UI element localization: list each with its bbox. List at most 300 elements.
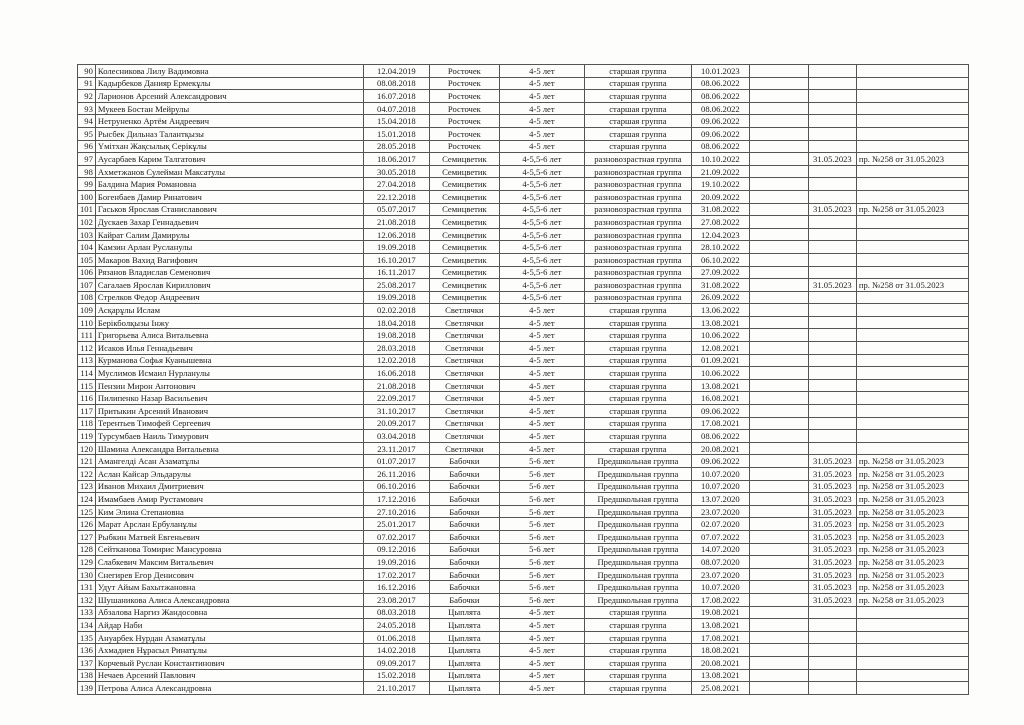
row-number: 107 (78, 279, 96, 292)
departure-date (808, 178, 856, 191)
group-type: разновозрастная группа (584, 266, 691, 279)
birth-date: 25.08.2017 (363, 279, 429, 292)
child-name: Сейтканова Томирис Мансуровна (95, 543, 363, 556)
age-range: 5-6 лет (499, 518, 584, 531)
blank-cell (749, 669, 808, 682)
table-row (78, 682, 969, 695)
group-name: Светлячки (429, 417, 499, 430)
child-name: Абзалова Наргиз Жандосовна (95, 606, 363, 619)
age-range: 4-5 лет (499, 140, 584, 153)
blank-cell (749, 115, 808, 128)
group-name: Семицветик (429, 228, 499, 241)
birth-date: 19.08.2018 (363, 329, 429, 342)
birth-date: 08.03.2018 (363, 606, 429, 619)
enrollment-date: 23.07.2020 (691, 568, 749, 581)
row-number: 130 (78, 568, 96, 581)
enrollment-date: 02.07.2020 (691, 518, 749, 531)
departure-date: 31.05.2023 (808, 556, 856, 569)
age-range: 4-5 лет (499, 405, 584, 418)
departure-date (808, 442, 856, 455)
group-type: старшая группа (584, 656, 691, 669)
blank-cell (749, 304, 808, 317)
group-type: разновозрастная группа (584, 241, 691, 254)
table-row (78, 505, 969, 518)
child-name: Айдар Наби (95, 619, 363, 632)
departure-date: 31.05.2023 (808, 581, 856, 594)
birth-date: 12.06.2018 (363, 228, 429, 241)
age-range: 4-5 лет (499, 644, 584, 657)
birth-date: 16.11.2017 (363, 266, 429, 279)
order-reference: пр. №258 от 31.05.2023 (856, 480, 968, 493)
group-type: старшая группа (584, 367, 691, 380)
table-row (78, 656, 969, 669)
order-reference (856, 379, 968, 392)
birth-date: 23.11.2017 (363, 442, 429, 455)
order-reference (856, 392, 968, 405)
age-range: 4-5 лет (499, 316, 584, 329)
age-range: 4-5 лет (499, 90, 584, 103)
group-name: Цыплята (429, 619, 499, 632)
blank-cell (749, 216, 808, 229)
enrollment-date: 14.07.2020 (691, 543, 749, 556)
order-reference (856, 656, 968, 669)
order-reference (856, 329, 968, 342)
row-number: 128 (78, 543, 96, 556)
group-type: старшая группа (584, 619, 691, 632)
age-range: 4-5,5-6 лет (499, 190, 584, 203)
age-range: 4-5,5-6 лет (499, 216, 584, 229)
child-name: Рысбек Дильназ Талантқызы (95, 127, 363, 140)
birth-date: 16.12.2016 (363, 581, 429, 594)
age-range: 4-5 лет (499, 430, 584, 443)
table-row (78, 417, 969, 430)
birth-date: 22.12.2018 (363, 190, 429, 203)
order-reference (856, 228, 968, 241)
child-name: Макаров Вахид Вагифович (95, 253, 363, 266)
birth-date: 02.02.2018 (363, 304, 429, 317)
birth-date: 08.08.2018 (363, 77, 429, 90)
order-reference (856, 115, 968, 128)
child-name: Притыкин Арсений Иванович (95, 405, 363, 418)
order-reference (856, 304, 968, 317)
group-type: Предшкольная группа (584, 581, 691, 594)
departure-date (808, 669, 856, 682)
group-name: Цыплята (429, 606, 499, 619)
birth-date: 12.02.2018 (363, 354, 429, 367)
order-reference (856, 367, 968, 380)
table-row (78, 266, 969, 279)
group-name: Бабочки (429, 556, 499, 569)
table-row (78, 442, 969, 455)
departure-date (808, 228, 856, 241)
departure-date: 31.05.2023 (808, 279, 856, 292)
group-type: Предшкольная группа (584, 505, 691, 518)
row-number: 123 (78, 480, 96, 493)
group-name: Росточек (429, 90, 499, 103)
group-name: Росточек (429, 115, 499, 128)
enrollment-date: 31.08.2022 (691, 203, 749, 216)
birth-date: 30.05.2018 (363, 165, 429, 178)
row-number: 111 (78, 329, 96, 342)
child-name: Нетруненко Артём Андреевич (95, 115, 363, 128)
group-type: разновозрастная группа (584, 279, 691, 292)
blank-cell (749, 530, 808, 543)
age-range: 4-5 лет (499, 392, 584, 405)
order-reference (856, 253, 968, 266)
age-range: 4-5 лет (499, 102, 584, 115)
table-row (78, 379, 969, 392)
birth-date: 16.06.2018 (363, 367, 429, 380)
departure-date (808, 430, 856, 443)
group-type: старшая группа (584, 90, 691, 103)
child-name: Кадырбеков Данияр Ермекұлы (95, 77, 363, 90)
birth-date: 14.02.2018 (363, 644, 429, 657)
child-name: Рязанов Владислав Семенович (95, 266, 363, 279)
child-name: Пензин Мирон Антонович (95, 379, 363, 392)
row-number: 96 (78, 140, 96, 153)
enrollment-date: 07.07.2022 (691, 530, 749, 543)
child-name: Марат Арслан Ербуланұлы (95, 518, 363, 531)
blank-cell (749, 178, 808, 191)
group-type: старшая группа (584, 379, 691, 392)
child-name: Григорьева Алиса Витальевна (95, 329, 363, 342)
enrollment-date: 19.08.2021 (691, 606, 749, 619)
child-name: Аслан Кайсар Эльдарулы (95, 468, 363, 481)
table-row (78, 518, 969, 531)
departure-date: 31.05.2023 (808, 543, 856, 556)
departure-date: 31.05.2023 (808, 203, 856, 216)
age-range: 4-5,5-6 лет (499, 253, 584, 266)
departure-date (808, 90, 856, 103)
birth-date: 01.06.2018 (363, 631, 429, 644)
child-name: Камзин Арлан Русланулы (95, 241, 363, 254)
child-name: Нечаев Арсений Павлович (95, 669, 363, 682)
blank-cell (749, 266, 808, 279)
blank-cell (749, 556, 808, 569)
row-number: 120 (78, 442, 96, 455)
enrollment-date: 08.06.2022 (691, 140, 749, 153)
children-roster-table (77, 64, 969, 695)
enrollment-date: 27.09.2022 (691, 266, 749, 279)
group-name: Светлячки (429, 304, 499, 317)
child-name: Петрова Алиса Александровна (95, 682, 363, 695)
group-type: старшая группа (584, 329, 691, 342)
group-name: Цыплята (429, 644, 499, 657)
table-row (78, 367, 969, 380)
enrollment-date: 23.07.2020 (691, 505, 749, 518)
order-reference: пр. №258 от 31.05.2023 (856, 568, 968, 581)
group-name: Семицветик (429, 165, 499, 178)
enrollment-date: 08.06.2022 (691, 430, 749, 443)
enrollment-date: 17.08.2021 (691, 631, 749, 644)
row-number: 139 (78, 682, 96, 695)
child-name: Терентьев Тимофей Сергеевич (95, 417, 363, 430)
group-type: старшая группа (584, 342, 691, 355)
child-name: Шушаникова Алиса Александровна (95, 593, 363, 606)
child-name: Ануарбек Нурдан Азаматұлы (95, 631, 363, 644)
blank-cell (749, 342, 808, 355)
enrollment-date: 08.06.2022 (691, 77, 749, 90)
birth-date: 27.10.2016 (363, 505, 429, 518)
child-name: Корчевый Руслан Константинович (95, 656, 363, 669)
child-name: Мукеев Бостан Мейрулы (95, 102, 363, 115)
age-range: 5-6 лет (499, 493, 584, 506)
enrollment-date: 10.07.2020 (691, 581, 749, 594)
row-number: 119 (78, 430, 96, 443)
order-reference (856, 291, 968, 304)
child-name: Богенбаев Дамир Ринатович (95, 190, 363, 203)
group-type: старшая группа (584, 127, 691, 140)
age-range: 5-6 лет (499, 530, 584, 543)
row-number: 134 (78, 619, 96, 632)
group-name: Светлячки (429, 405, 499, 418)
row-number: 106 (78, 266, 96, 279)
table-row (78, 77, 969, 90)
departure-date (808, 405, 856, 418)
departure-date: 31.05.2023 (808, 505, 856, 518)
table-row (78, 342, 969, 355)
blank-cell (749, 354, 808, 367)
child-name: Ким Элина Степановна (95, 505, 363, 518)
blank-cell (749, 90, 808, 103)
age-range: 4-5 лет (499, 77, 584, 90)
age-range: 5-6 лет (499, 581, 584, 594)
group-type: разновозрастная группа (584, 153, 691, 166)
departure-date (808, 165, 856, 178)
birth-date: 09.12.2016 (363, 543, 429, 556)
enrollment-date: 28.10.2022 (691, 241, 749, 254)
table-row (78, 127, 969, 140)
blank-cell (749, 442, 808, 455)
group-type: разновозрастная группа (584, 291, 691, 304)
table-row (78, 304, 969, 317)
age-range: 4-5 лет (499, 606, 584, 619)
departure-date (808, 216, 856, 229)
order-reference: пр. №258 от 31.05.2023 (856, 153, 968, 166)
row-number: 91 (78, 77, 96, 90)
age-range: 4-5,5-6 лет (499, 291, 584, 304)
enrollment-date: 10.01.2023 (691, 65, 749, 78)
departure-date (808, 102, 856, 115)
row-number: 110 (78, 316, 96, 329)
blank-cell (749, 379, 808, 392)
row-number: 135 (78, 631, 96, 644)
group-name: Бабочки (429, 455, 499, 468)
group-type: старшая группа (584, 316, 691, 329)
row-number: 136 (78, 644, 96, 657)
row-number: 117 (78, 405, 96, 418)
birth-date: 17.12.2016 (363, 493, 429, 506)
blank-cell (749, 329, 808, 342)
birth-date: 28.05.2018 (363, 140, 429, 153)
age-range: 4-5 лет (499, 379, 584, 392)
child-name: Колесникова Лилу Вадимовна (95, 65, 363, 78)
group-type: старшая группа (584, 644, 691, 657)
child-name: Пилипенко Назар Васильевич (95, 392, 363, 405)
age-range: 5-6 лет (499, 568, 584, 581)
departure-date (808, 316, 856, 329)
group-type: старшая группа (584, 442, 691, 455)
departure-date (808, 115, 856, 128)
table-row (78, 644, 969, 657)
enrollment-date: 13.08.2021 (691, 669, 749, 682)
group-name: Бабочки (429, 518, 499, 531)
blank-cell (749, 505, 808, 518)
order-reference (856, 442, 968, 455)
order-reference (856, 606, 968, 619)
order-reference: пр. №258 от 31.05.2023 (856, 493, 968, 506)
group-type: Предшкольная группа (584, 455, 691, 468)
enrollment-date: 13.06.2022 (691, 304, 749, 317)
departure-date (808, 127, 856, 140)
group-type: разновозрастная группа (584, 203, 691, 216)
group-name: Светлячки (429, 316, 499, 329)
row-number: 121 (78, 455, 96, 468)
order-reference: пр. №258 от 31.05.2023 (856, 203, 968, 216)
order-reference: пр. №258 от 31.05.2023 (856, 543, 968, 556)
departure-date (808, 304, 856, 317)
group-type: старшая группа (584, 669, 691, 682)
group-name: Цыплята (429, 682, 499, 695)
order-reference (856, 619, 968, 632)
row-number: 112 (78, 342, 96, 355)
age-range: 4-5 лет (499, 442, 584, 455)
departure-date: 31.05.2023 (808, 493, 856, 506)
table-row (78, 65, 969, 78)
child-name: Гаськов Ярослав Станиславович (95, 203, 363, 216)
enrollment-date: 08.06.2022 (691, 90, 749, 103)
group-name: Семицветик (429, 203, 499, 216)
enrollment-date: 17.08.2021 (691, 417, 749, 430)
order-reference: пр. №258 от 31.05.2023 (856, 279, 968, 292)
departure-date: 31.05.2023 (808, 518, 856, 531)
order-reference (856, 165, 968, 178)
order-reference (856, 140, 968, 153)
group-type: старшая группа (584, 102, 691, 115)
table-row (78, 530, 969, 543)
table-row (78, 241, 969, 254)
blank-cell (749, 165, 808, 178)
departure-date (808, 190, 856, 203)
row-number: 99 (78, 178, 96, 191)
group-name: Цыплята (429, 631, 499, 644)
departure-date (808, 354, 856, 367)
enrollment-date: 12.04.2023 (691, 228, 749, 241)
order-reference (856, 430, 968, 443)
row-number: 97 (78, 153, 96, 166)
child-name: Муслимов Исмаил Нурланулы (95, 367, 363, 380)
age-range: 4-5 лет (499, 127, 584, 140)
group-name: Бабочки (429, 530, 499, 543)
blank-cell (749, 518, 808, 531)
table-row (78, 354, 969, 367)
row-number: 102 (78, 216, 96, 229)
table-row (78, 203, 969, 216)
row-number: 101 (78, 203, 96, 216)
age-range: 5-6 лет (499, 505, 584, 518)
group-type: разновозрастная группа (584, 190, 691, 203)
order-reference (856, 316, 968, 329)
order-reference (856, 669, 968, 682)
table-row (78, 568, 969, 581)
departure-date: 31.05.2023 (808, 468, 856, 481)
table-row (78, 543, 969, 556)
age-range: 4-5,5-6 лет (499, 279, 584, 292)
row-number: 127 (78, 530, 96, 543)
blank-cell (749, 102, 808, 115)
departure-date (808, 241, 856, 254)
enrollment-date: 18.08.2021 (691, 644, 749, 657)
table-row (78, 430, 969, 443)
group-name: Росточек (429, 140, 499, 153)
departure-date (808, 682, 856, 695)
departure-date: 31.05.2023 (808, 530, 856, 543)
age-range: 5-6 лет (499, 593, 584, 606)
group-name: Цыплята (429, 669, 499, 682)
order-reference (856, 405, 968, 418)
departure-date (808, 291, 856, 304)
enrollment-date: 17.08.2022 (691, 593, 749, 606)
table-row (78, 178, 969, 191)
order-reference: пр. №258 от 31.05.2023 (856, 581, 968, 594)
age-range: 5-6 лет (499, 556, 584, 569)
group-name: Светлячки (429, 392, 499, 405)
group-name: Бабочки (429, 493, 499, 506)
birth-date: 19.09.2016 (363, 556, 429, 569)
age-range: 4-5 лет (499, 631, 584, 644)
table-row (78, 153, 969, 166)
age-range: 4-5,5-6 лет (499, 165, 584, 178)
order-reference: пр. №258 от 31.05.2023 (856, 468, 968, 481)
age-range: 4-5 лет (499, 65, 584, 78)
row-number: 137 (78, 656, 96, 669)
age-range: 4-5 лет (499, 304, 584, 317)
order-reference (856, 241, 968, 254)
age-range: 4-5,5-6 лет (499, 228, 584, 241)
departure-date (808, 417, 856, 430)
birth-date: 22.09.2017 (363, 392, 429, 405)
group-type: Предшкольная группа (584, 493, 691, 506)
blank-cell (749, 581, 808, 594)
order-reference (856, 682, 968, 695)
child-name: Ахмадиев Нұрасыл Ринатұлы (95, 644, 363, 657)
enrollment-date: 27.08.2022 (691, 216, 749, 229)
order-reference: пр. №258 от 31.05.2023 (856, 556, 968, 569)
table-row (78, 90, 969, 103)
blank-cell (749, 682, 808, 695)
table-row (78, 392, 969, 405)
child-name: Удут Айым Бахытжановна (95, 581, 363, 594)
table-row (78, 468, 969, 481)
birth-date: 21.08.2018 (363, 216, 429, 229)
birth-date: 31.10.2017 (363, 405, 429, 418)
blank-cell (749, 316, 808, 329)
order-reference: пр. №258 от 31.05.2023 (856, 593, 968, 606)
age-range: 4-5 лет (499, 367, 584, 380)
table-row (78, 102, 969, 115)
birth-date: 15.01.2018 (363, 127, 429, 140)
group-type: Предшкольная группа (584, 480, 691, 493)
departure-date (808, 656, 856, 669)
row-number: 129 (78, 556, 96, 569)
table-row (78, 493, 969, 506)
age-range: 4-5,5-6 лет (499, 241, 584, 254)
child-name: Сагалаев Ярослав Кириллович (95, 279, 363, 292)
departure-date (808, 379, 856, 392)
birth-date: 18.04.2018 (363, 316, 429, 329)
group-name: Светлячки (429, 354, 499, 367)
enrollment-date: 08.07.2020 (691, 556, 749, 569)
